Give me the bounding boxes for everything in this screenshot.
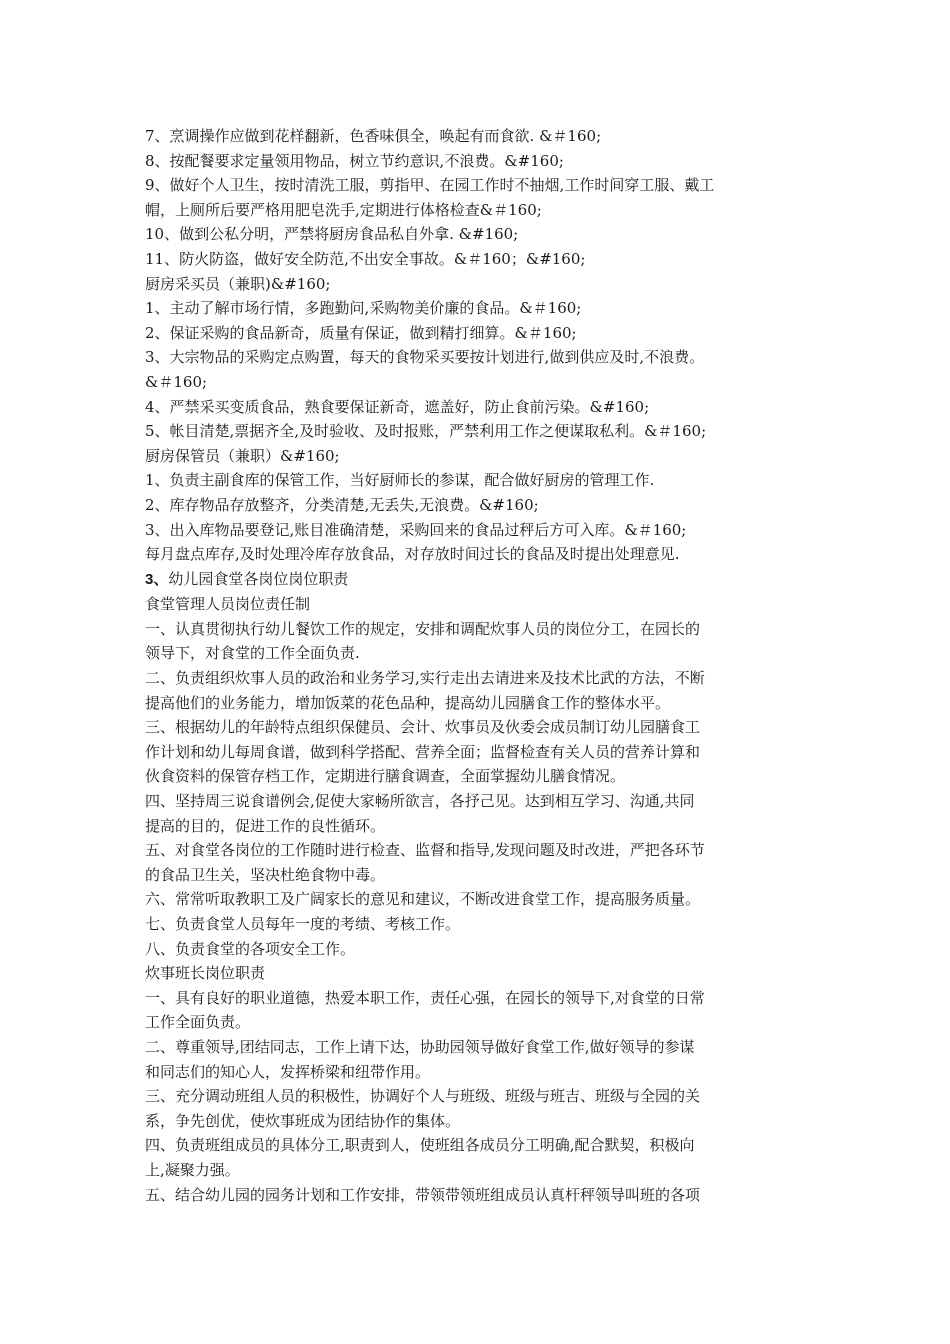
text-line: 10、做到公私分明，严禁将厨房食品私自外拿. &#160; bbox=[145, 225, 519, 244]
text-line: 11、防火防盗，做好安全防范,不出安全事故。&＃160；&#160; bbox=[145, 249, 586, 268]
section-3-number: 3、 bbox=[145, 570, 169, 588]
subsection-heading-management: 食堂管理人员岗位责任制 bbox=[145, 595, 311, 614]
text-line: 1、负责主副食库的保管工作，当好厨师长的参谋，配合做好厨房的管理工作. bbox=[145, 471, 655, 490]
text-line: 系，争先创优，使炊事班成为团结协作的集体。 bbox=[145, 1111, 461, 1130]
text-line: 的食品卫生关，坚决杜绝食物中毒。 bbox=[145, 865, 386, 884]
text-line: 五、结合幼儿园的园务计划和工作安排，带领带领班组成员认真杆秤领导叫班的各项 bbox=[145, 1185, 701, 1204]
text-line: 领导下，对食堂的工作全面负责. bbox=[145, 644, 360, 663]
text-line: 每月盘点库存,及时处理冷库存放食品，对存放时间过长的食品及时提出处理意见. bbox=[145, 545, 680, 564]
text-line: 4、严禁采买变质食品，熟食要保证新奇，遮盖好，防止食前污染。&#160; bbox=[145, 397, 650, 416]
text-line: 8、按配餐要求定量领用物品，树立节约意识,不浪费。&#160; bbox=[145, 151, 564, 170]
text-line: &＃160; bbox=[145, 372, 208, 391]
text-line: 9、做好个人卫生，按时清洗工服，剪指甲、在园工作时不抽烟,工作时间穿工服、戴工 bbox=[145, 176, 715, 195]
text-line: 1、主动了解市场行情，多跑勤问,采购物美价廉的食品。&＃160; bbox=[145, 299, 582, 318]
section-heading-purchaser: 厨房采买员（兼职)&#160; bbox=[145, 274, 331, 293]
text-line: 伙食资料的保管存档工作，定期进行膳食调查，全面掌握幼儿膳食情况。 bbox=[145, 767, 626, 786]
text-line: 二、负责组织炊事人员的政治和业务学习,实行走出去请进来及技术比武的方法，不断 bbox=[145, 669, 705, 688]
text-line: 七、负责食堂人员每年一度的考绩、考核工作。 bbox=[145, 915, 461, 933]
text-line: 5、帐目清楚,票据齐全,及时验收、及时报账，严禁利用工作之便谋取私利。&＃160; bbox=[145, 422, 707, 441]
text-line: 五、对食堂各岗位的工作随时进行检查、监督和指导,发现问题及时改进，严把各环节 bbox=[145, 841, 705, 860]
text-line: 3、大宗物品的采购定点购置，每天的食物采买要按计划进行,做到供应及时,不浪费。 bbox=[145, 348, 705, 367]
text-line: 六、常常听取教职工及广阔家长的意见和建议，不断改进食堂工作，提高服务质量。 bbox=[145, 890, 701, 909]
document-body bbox=[145, 124, 815, 1207]
text-line: 二、尊重领导,团结同志，工作上请下达，协助园领导做好食堂工作,做好领导的参谋 bbox=[145, 1037, 695, 1056]
subsection-heading-cook-leader: 炊事班长岗位职责 bbox=[145, 964, 266, 983]
text-line: 一、认真贯彻执行幼儿餐饮工作的规定，安排和调配炊事人员的岗位分工，在园长的 bbox=[145, 619, 701, 638]
text-line: 一、具有良好的职业道德，热爱本职工作，责任心强，在园长的领导下,对食堂的日常 bbox=[145, 988, 705, 1007]
text-line: 帽，上厕所后要严格用肥皂洗手,定期进行体格检查&＃160; bbox=[145, 200, 542, 219]
text-line: 工作全面负责。 bbox=[145, 1013, 251, 1032]
text-line: 和同志们的知心人，发挥桥梁和纽带作用。 bbox=[145, 1062, 431, 1081]
text-line: 上,凝聚力强。 bbox=[145, 1160, 240, 1179]
text-line: 7、烹调操作应做到花样翻新，色香味俱全，唤起有而食欲. &＃160; bbox=[145, 127, 602, 145]
text-line: 八、负责食堂的各项安全工作。 bbox=[145, 939, 356, 958]
section-3-title: 幼儿园食堂各岗位岗位职责 bbox=[168, 569, 349, 588]
text-line: 作计划和幼儿每周食谱，做到科学搭配、营养全面；监督检查有关人员的营养计算和 bbox=[145, 742, 701, 761]
text-line: 三、充分调动班组人员的积极性，协调好个人与班级、班级与班吉、班级与全园的关 bbox=[145, 1087, 701, 1106]
text-line: 提高的目的，促进工作的良性循环。 bbox=[145, 816, 386, 835]
section-heading-keeper: 厨房保管员（兼职）&#160; bbox=[145, 446, 340, 465]
text-line: 2、库存物品存放整齐，分类清楚,无丢失,无浪费。&#160; bbox=[145, 495, 539, 514]
text-line: 3、出入库物品要登记,账目准确清楚，采购回来的食品过秤后方可入库。&＃160; bbox=[145, 520, 687, 539]
section-3-heading bbox=[145, 567, 815, 593]
text-line: 四、负责班组成员的具体分工,职责到人，使班组各成员分工明确,配合默契，积极向 bbox=[145, 1136, 695, 1155]
text-line: 2、保证采购的食品新奇，质量有保证，做到精打细算。&＃160; bbox=[145, 323, 577, 342]
text-line: 提高他们的业务能力，增加饭菜的花色品种，提高幼儿园膳食工作的整体水平。 bbox=[145, 693, 671, 712]
text-line: 三、根据幼儿的年龄特点组织保健员、会计、炊事员及伙委会成员制订幼儿园膳食工 bbox=[145, 718, 701, 737]
text-line: 四、坚持周三说食谱例会,促使大家畅所欲言，各抒己见。达到相互学习、沟通,共同 bbox=[145, 792, 695, 811]
